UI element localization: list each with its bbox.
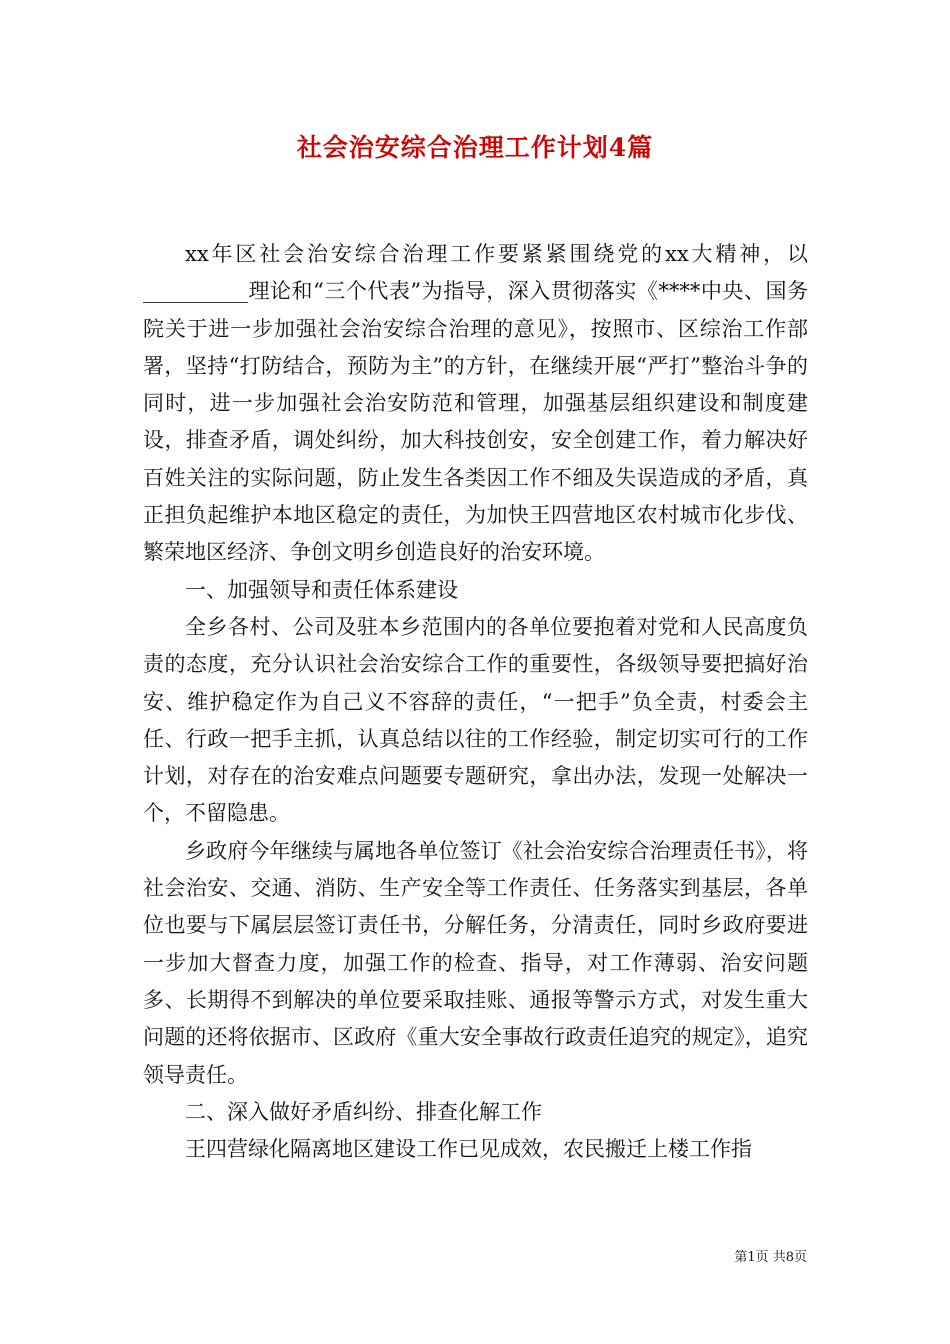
- section-heading-1: 一、加强领导和责任体系建设: [185, 577, 458, 602]
- paragraph-leadership: 全乡各村、公司及驻本乡范围内的各单位要抱着对党和人民高度负责的态度，充分认识社会治安综合工作的重要性，各级领导要把搞好治安、维护稳定作为自己义不容辞的责任，“一把手”负全责，村委会主任、行政一把手主抓，认真总结以往的工作经验，制定切实可行的工作计划，对存在的治安难点问题要专题研究，拿出办法，发现一处解决一个，不留隐患。: [143, 614, 808, 826]
- page-number: 第1页 共8页: [734, 1250, 807, 1265]
- page-title: 社会治安综合治理工作计划4篇: [296, 133, 654, 162]
- paragraph-disputes: 王四营绿化隔离地区建设工作已见成效，农民搬迁上楼工作指: [185, 1137, 752, 1162]
- paragraph-responsibility: 乡政府今年继续与属地各单位签订《社会治安综合治理责任书》，将社会治安、交通、消防、生产安全等工作责任、任务落实到基层，各单位也要与下属层层签订责任书，分解任务，分清责任，同时乡政府要进一步加大督查力度，加强工作的检查、指导，对工作薄弱、治安问题多、长期得不到解决的单位要采取挂账、通报等警示方式，对发生重大问题的还将依据市、区政府《重大安全事故行政责任追究的规定》，追究领导责任。: [143, 838, 808, 1087]
- section-heading-2: 二、深入做好矛盾纠纷、排查化解工作: [185, 1099, 542, 1124]
- document-body: [143, 236, 808, 1168]
- paragraph-intro: xx年区社会治安综合治理工作要紧紧围绕党的xx大精神，以__________理论和“三个代表”为指导，深入贯彻落实《****中央、国务院关于进一步加强社会治安综合治理的意见》，按照市、区综治工作部署，坚持“打防结合，预防为主”的方针，在继续开展“严打”整治斗争的同时，进一步加强社会治安防范和管理，加强基层组织建设和制度建设，排查矛盾，调处纠纷，加大科技创安，安全创建工作，着力解决好百姓关注的实际问题，防止发生各类因工作不细及失误造成的矛盾，真正担负起维护本地区稳定的责任，为加快王四营地区农村城市化步伐、繁荣地区经济、争创文明乡创造良好的治安环境。: [143, 242, 808, 565]
